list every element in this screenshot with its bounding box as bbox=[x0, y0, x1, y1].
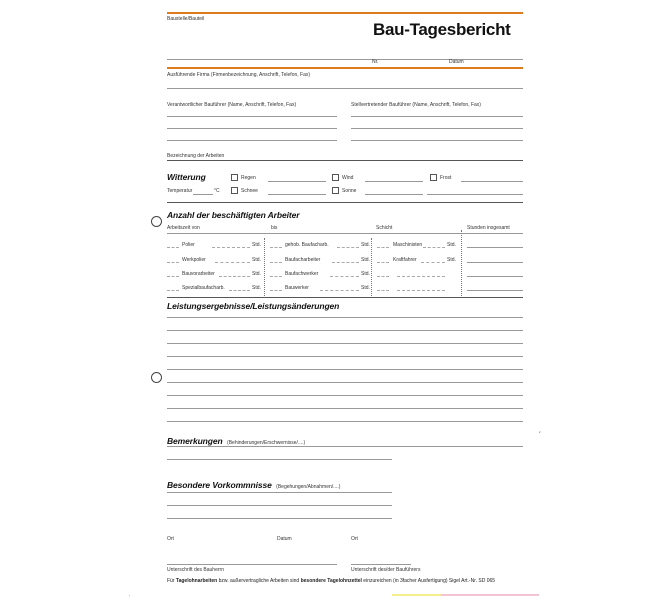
writing-line bbox=[167, 369, 523, 370]
sonne-line bbox=[365, 194, 423, 195]
total-line bbox=[467, 290, 523, 291]
hours-line bbox=[423, 247, 445, 248]
bauleiter-line bbox=[167, 116, 337, 117]
row-label: Bauwerker bbox=[285, 285, 309, 291]
count-line bbox=[167, 262, 179, 263]
frost-line bbox=[461, 181, 523, 182]
std-label: Std. bbox=[361, 285, 370, 291]
bis-label: bis bbox=[271, 225, 278, 231]
stellv-line bbox=[351, 140, 523, 141]
writing-line bbox=[167, 505, 392, 506]
total-line bbox=[467, 247, 523, 248]
baustelle-label: Baustelle/Bauteil bbox=[167, 16, 205, 22]
row-label: Baufacharbeiter bbox=[285, 257, 321, 263]
row-label: gehob. Baufacharb. bbox=[285, 242, 329, 248]
std-label: Std. bbox=[447, 242, 456, 248]
signature-line bbox=[351, 564, 411, 565]
sonne-label: Sonne bbox=[342, 188, 357, 194]
schicht-label: Schicht bbox=[376, 225, 393, 231]
regen-checkbox[interactable] bbox=[231, 174, 238, 181]
arbeiter-bottom-line bbox=[167, 297, 523, 298]
vorkommnisse-heading: Besondere Vorkommnisse bbox=[167, 480, 272, 490]
bauleiter-line bbox=[167, 140, 337, 141]
count-line bbox=[270, 262, 282, 263]
temperatur-label: Temperatur bbox=[167, 188, 193, 194]
std-label: Std. bbox=[252, 271, 261, 277]
row-label: Kraftfahrer bbox=[393, 257, 417, 263]
datum-sig-label: Datum bbox=[277, 536, 292, 542]
writing-line bbox=[167, 446, 523, 447]
count-line bbox=[377, 290, 389, 291]
header-line bbox=[167, 59, 523, 60]
stunden-label: Stunden insgesamt bbox=[467, 225, 510, 231]
regen-label: Regen bbox=[241, 175, 256, 181]
writing-line bbox=[167, 518, 392, 519]
stellv-line bbox=[351, 116, 523, 117]
bemerkungen-heading: Bemerkungen bbox=[167, 436, 223, 446]
witterung-heading: Witterung bbox=[167, 172, 206, 182]
hours-line bbox=[330, 276, 359, 277]
hours-line bbox=[337, 247, 359, 248]
punch-hole bbox=[151, 372, 162, 383]
page-title: Bau-Tagesbericht bbox=[373, 20, 511, 39]
writing-line bbox=[167, 459, 392, 460]
sonne-checkbox[interactable] bbox=[332, 187, 339, 194]
hours-line bbox=[332, 262, 359, 263]
std-label: Std. bbox=[252, 242, 261, 248]
firma-label: Ausführende Firma (Firmenbezeichnung, Anschrift, Telefon, Fax) bbox=[167, 72, 311, 78]
wind-checkbox[interactable] bbox=[332, 174, 339, 181]
bauleiter-label: Verantwortlicher Bauführer (Name, Anschrift, Telefon, Fax) bbox=[167, 102, 297, 108]
temp-unit: °C bbox=[214, 188, 220, 194]
hours-line bbox=[397, 276, 445, 277]
std-label: Std. bbox=[447, 257, 456, 263]
writing-line bbox=[167, 356, 523, 357]
std-label: Std. bbox=[361, 257, 370, 263]
schnee-line bbox=[268, 194, 326, 195]
writing-line bbox=[167, 343, 523, 344]
hours-line bbox=[421, 262, 445, 263]
row-label: Polier bbox=[182, 242, 195, 248]
schnee-label: Schnee bbox=[241, 188, 258, 194]
std-label: Std. bbox=[252, 285, 261, 291]
top-orange-rule bbox=[167, 12, 523, 14]
count-line bbox=[167, 247, 179, 248]
count-line bbox=[270, 276, 282, 277]
bauleiter-line bbox=[167, 128, 337, 129]
writing-line bbox=[167, 330, 523, 331]
stellv-line bbox=[351, 128, 523, 129]
leistung-heading: Leistungsergebnisse/Leistungsänderungen bbox=[167, 301, 340, 311]
stellv-label: Stellvertretender Bauführer (Name, Anschrift, Telefon, Fax) bbox=[351, 102, 481, 108]
bemerkungen-sub: (Behinderungen/Erschwernisse/....) bbox=[227, 440, 306, 446]
wind-label: Wind bbox=[342, 175, 354, 181]
vorkommnisse-header bbox=[167, 475, 340, 493]
weather-extra-line bbox=[427, 194, 523, 195]
hours-line bbox=[212, 247, 250, 248]
row-label: Spezialbaufacharb. bbox=[182, 285, 225, 291]
regen-line bbox=[268, 181, 326, 182]
nr-label: Nr. bbox=[372, 59, 379, 65]
bauherr-label: Unterschrift des Bauherrn bbox=[167, 567, 224, 573]
count-line bbox=[377, 276, 389, 277]
ort-label: Ort bbox=[167, 536, 174, 542]
footer-bold: besondere Tagelohnzettel bbox=[300, 578, 362, 584]
hours-line bbox=[320, 290, 359, 291]
total-line bbox=[467, 276, 523, 277]
frost-checkbox[interactable] bbox=[430, 174, 437, 181]
article-number: Sigel Art.-Nr. SD 065 bbox=[448, 578, 496, 584]
frost-label: Frost bbox=[440, 175, 452, 181]
hours-line bbox=[397, 290, 445, 291]
temperature-field[interactable] bbox=[193, 194, 213, 195]
footer-bold: Tagelohnarbeiten bbox=[175, 578, 218, 584]
hours-line bbox=[215, 262, 250, 263]
datum-label: Datum bbox=[449, 59, 464, 65]
signature-line bbox=[167, 564, 337, 565]
arbeiten-line bbox=[167, 160, 523, 161]
std-label: Std. bbox=[361, 242, 370, 248]
wind-line bbox=[365, 181, 423, 182]
footer-text: einzureichen (in 3facher Ausfertigung) bbox=[363, 578, 448, 584]
baufuehrer-label: Unterschrift des/der Bauführers bbox=[351, 567, 421, 573]
column-divider bbox=[461, 230, 462, 296]
count-line bbox=[167, 290, 179, 291]
orange-rule bbox=[167, 67, 523, 69]
std-label: Std. bbox=[361, 271, 370, 277]
count-line bbox=[167, 276, 179, 277]
count-line bbox=[270, 290, 282, 291]
witterung-bottom-line bbox=[167, 202, 523, 203]
firma-line bbox=[167, 88, 523, 89]
ort2-label: Ort bbox=[351, 536, 358, 542]
writing-line bbox=[167, 382, 523, 383]
footer-text: Für bbox=[167, 578, 175, 584]
row-label: Baufachwerker bbox=[285, 271, 319, 277]
arbeiter-heading: Anzahl der beschäftigten Arbeiter bbox=[167, 210, 300, 220]
writing-line bbox=[167, 408, 523, 409]
column-divider bbox=[371, 238, 372, 296]
footer-text: bzw. außervertragliche Arbeiten sind bbox=[218, 578, 300, 584]
hours-line bbox=[219, 276, 250, 277]
writing-line bbox=[167, 395, 523, 396]
std-label: Std. bbox=[252, 257, 261, 263]
footer-note bbox=[167, 578, 495, 584]
writing-line bbox=[167, 492, 392, 493]
column-divider bbox=[264, 238, 265, 296]
hours-line bbox=[229, 290, 250, 291]
vorkommnisse-sub: (Begehungen/Abnahmen/....) bbox=[276, 484, 341, 490]
count-line bbox=[270, 247, 282, 248]
total-line bbox=[467, 262, 523, 263]
writing-line bbox=[167, 421, 523, 422]
schnee-checkbox[interactable] bbox=[231, 187, 238, 194]
arbeitszeit-label: Arbeitszeit von bbox=[167, 225, 200, 231]
bau-tagesbericht-form bbox=[127, 6, 539, 594]
arbeitszeit-line bbox=[167, 233, 523, 234]
arbeiten-label: Bezeichnung der Arbeiten bbox=[167, 153, 225, 159]
row-label: Maschinisten bbox=[393, 242, 423, 248]
writing-line bbox=[167, 317, 523, 318]
count-line bbox=[377, 247, 389, 248]
row-label: Werkpolier bbox=[182, 257, 206, 263]
punch-hole bbox=[151, 216, 162, 227]
row-label: Bauvorarbeiter bbox=[182, 271, 215, 277]
count-line bbox=[377, 262, 389, 263]
